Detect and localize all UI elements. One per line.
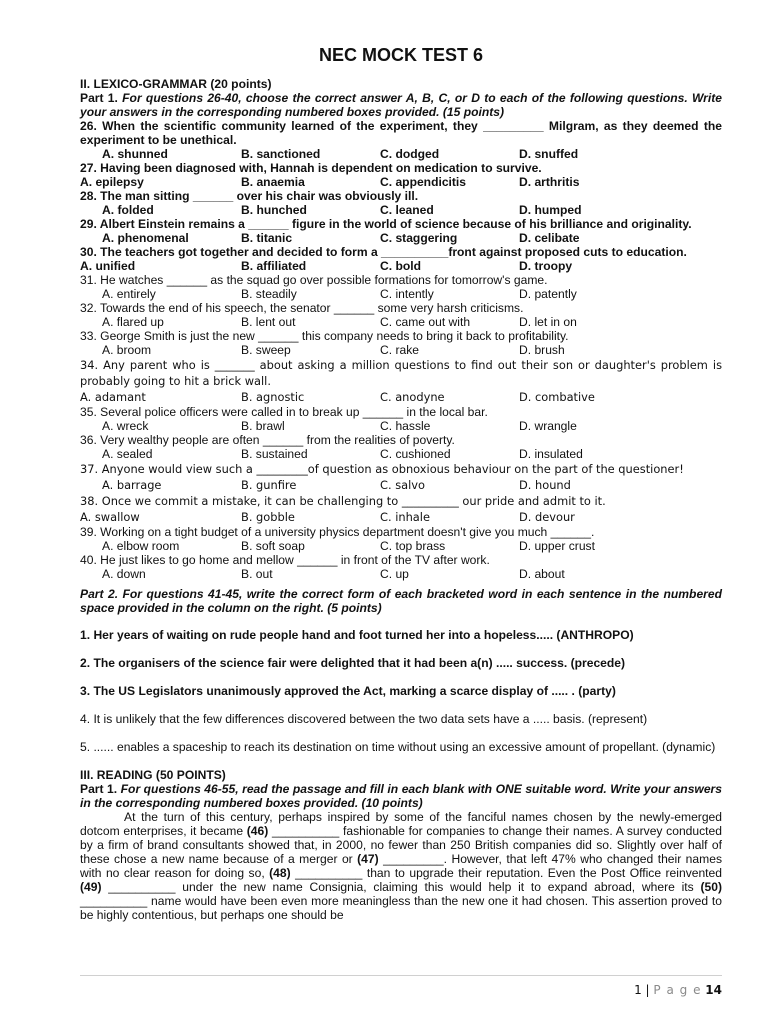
option: D. combative (519, 390, 595, 404)
option: D. patently (519, 287, 577, 301)
question-options (80, 389, 722, 405)
option: D. insulated (519, 447, 583, 461)
option: D. snuffed (519, 147, 579, 161)
option: B. brawl (241, 419, 285, 433)
option: B. sanctioned (241, 147, 321, 161)
option: A. shunned (102, 147, 168, 161)
option: C. staggering (380, 231, 458, 245)
option: A. entirely (102, 287, 156, 301)
option: C. came out with (380, 315, 471, 329)
footer-divider (80, 975, 722, 976)
option: B. lent out (241, 315, 296, 329)
question-options (80, 287, 722, 301)
option: B. gobble (241, 510, 295, 524)
option: A. broom (102, 343, 152, 357)
option: A. adamant (80, 390, 146, 404)
question-options (80, 175, 722, 189)
part2-instructions: Part 2. For questions 41-45, write the correct form of each bracketed word in each sentence in the numbered space provided in the column on the right. (5 points) (80, 587, 722, 615)
option: B. gunfire (241, 478, 297, 492)
word-form-item: 1. Her years of waiting on rude people hand and foot turned her into a hopeless..... (ANTHROPO) (80, 628, 634, 642)
option: B. steadily (241, 287, 297, 301)
option: B. affiliated (241, 259, 307, 273)
question-stem: 39. Working on a tight budget of a university physics department doesn't give you much ______. (80, 525, 595, 539)
option: B. sustained (241, 447, 308, 461)
option: B. titanic (241, 231, 293, 245)
option: C. cushioned (380, 447, 451, 461)
question-options (80, 203, 722, 217)
option: C. up (380, 567, 409, 581)
word-form-item: 5. ...... enables a spaceship to reach its destination on time without using an excessive amount of propellant. (dynamic) (80, 740, 716, 754)
option: C. inhale (380, 510, 430, 524)
word-form-item: 4. It is unlikely that the few differences discovered between the two data sets have a ..... basis. (represent) (80, 712, 648, 726)
question-options (80, 567, 722, 581)
word-form-item: 3. The US Legislators unanimously approved the Act, marking a scarce display of ..... . (party) (80, 684, 616, 698)
question-stem: 30. The teachers got together and decided to form a __________front against proposed cuts to education. (80, 245, 687, 259)
question-stem: 34. Any parent who is _______ about asking a million questions to find out their son or daughter's problem is probably going to hit a brick wall. (80, 358, 722, 388)
question-group-alt (80, 461, 722, 525)
option: A. elbow room (102, 539, 180, 553)
question-options (80, 147, 722, 161)
reading-part1-instructions: Part 1. For questions 46-55, read the passage and fill in each blank with ONE suitable word. Write your answers in the corresponding numbered boxes provided. (10 points) (80, 782, 722, 810)
option: A. unified (80, 259, 136, 273)
question-group-bold (80, 119, 722, 273)
question-options (80, 419, 722, 433)
option: D. upper crust (519, 539, 595, 553)
question-stem: 31. He watches ______ as the squad go over possible formations for tomorrow's game. (80, 273, 548, 287)
option: A. swallow (80, 510, 140, 524)
question-stem: 35. Several police officers were called in to break up ______ in the local bar. (80, 405, 488, 419)
option: D. celibate (519, 231, 580, 245)
question-stem: 37. Anyone would view such a _________of question as obnoxious behaviour on the part of the questioner! (80, 462, 684, 476)
page-total: 14 (705, 983, 722, 997)
question-stem: 28. The man sitting ______ over his chair was obviously ill. (80, 189, 419, 203)
question-options (80, 315, 722, 329)
option: A. phenomenal (102, 231, 189, 245)
page-title: NEC MOCK TEST 6 (318, 45, 483, 65)
question-stem: 40. He just likes to go home and mellow ______ in front of the TV after work. (80, 553, 490, 567)
section-heading-lexico: II. LEXICO-GRAMMAR (20 points) (80, 77, 272, 91)
page-label: P a g e (653, 983, 702, 997)
question-stem: 27. Having been diagnosed with, Hannah is dependent on medication to survive. (80, 161, 542, 175)
option: C. bold (380, 259, 421, 273)
question-stem: 33. George Smith is just the new ______ this company needs to bring it back to profitability. (80, 329, 569, 343)
option: C. leaned (380, 203, 434, 217)
option: A. sealed (102, 447, 153, 461)
question-options (80, 477, 722, 493)
question-stem: 38. Once we commit a mistake, it can be challenging to __________ our pride and admit to it. (80, 494, 606, 508)
option: B. agnostic (241, 390, 305, 404)
option: B. sweep (241, 343, 291, 357)
option: B. out (241, 567, 273, 581)
option: C. rake (380, 343, 419, 357)
question-group-alt (80, 357, 722, 405)
word-form-item: 2. The organisers of the science fair were delighted that it had been a(n) ..... success. (precede) (80, 656, 626, 670)
question-stem: 29. Albert Einstein remains a ______ figure in the world of science because of his brilliance and originality. (80, 217, 692, 231)
option: A. flared up (102, 315, 164, 329)
section-heading-reading: III. READING (50 POINTS) (80, 768, 226, 782)
option: D. let in on (519, 315, 577, 329)
option: D. brush (519, 343, 565, 357)
question-stem: 32. Towards the end of his speech, the senator ______ some very harsh criticisms. (80, 301, 524, 315)
question-options (80, 343, 722, 357)
option: D. humped (519, 203, 582, 217)
option: B. soft soap (241, 539, 305, 553)
document-body (80, 77, 722, 922)
option: A. epilepsy (80, 175, 144, 189)
option: D. troopy (519, 259, 573, 273)
option: B. hunched (241, 203, 307, 217)
option: D. arthritis (519, 175, 580, 189)
question-options (80, 231, 722, 245)
option: D. hound (519, 478, 571, 492)
option: C. appendicitis (380, 175, 467, 189)
page-footer (634, 983, 722, 997)
option: C. intently (380, 287, 434, 301)
question-options (80, 259, 722, 273)
option: C. top brass (380, 539, 446, 553)
part1-instructions: Part 1. For questions 26-40, choose the correct answer A, B, C, or D to each of the following questions. Write your answers in the corresponding numbered boxes provided. (15 points) (80, 91, 722, 119)
footer-separator: | (645, 983, 650, 997)
reading-passage: At the turn of this century, perhaps inspired by some of the fanciful names chosen by the newly-emerged dotcom enterprises, it became (46) __________ fashionable for companies to change their names. A survey conducted by a firm of brand consultants showed that, in 2000, no fewer than 250 British companies did so. Slightly over half of these chose a new name because of a merger or (47) _________. However, that left 47% who changed their names with no clear reason for doing so, (48) __________ than to upgrade their reputation. Even the Post Office reinvented (49) __________ under the new name Consignia, claiming this would help it to expand abroad, where its (50) __________ name would have been even more meaningless than the new one it had chosen. This assertion proved to be highly contentious, but perhaps one should be (80, 810, 722, 922)
option: A. down (102, 567, 146, 581)
option: D. about (519, 567, 565, 581)
option: A. folded (102, 203, 154, 217)
question-stem: 26. When the scientific community learned of the experiment, they _________ Milgram, as they deemed the experiment to be unethical. (80, 119, 722, 147)
option: C. anodyne (380, 390, 445, 404)
option: A. barrage (102, 478, 162, 492)
option: D. wrangle (519, 419, 577, 433)
option: B. anaemia (241, 175, 305, 189)
question-stem: 36. Very wealthy people are often ______ from the realities of poverty. (80, 433, 455, 447)
option: D. devour (519, 510, 575, 524)
question-options (80, 539, 722, 553)
question-options (80, 447, 722, 461)
question-options (80, 509, 722, 525)
option: A. wreck (102, 419, 149, 433)
option: C. hassle (380, 419, 431, 433)
page-number: 1 (634, 983, 642, 997)
option: C. salvo (380, 478, 425, 492)
option: C. dodged (380, 147, 440, 161)
